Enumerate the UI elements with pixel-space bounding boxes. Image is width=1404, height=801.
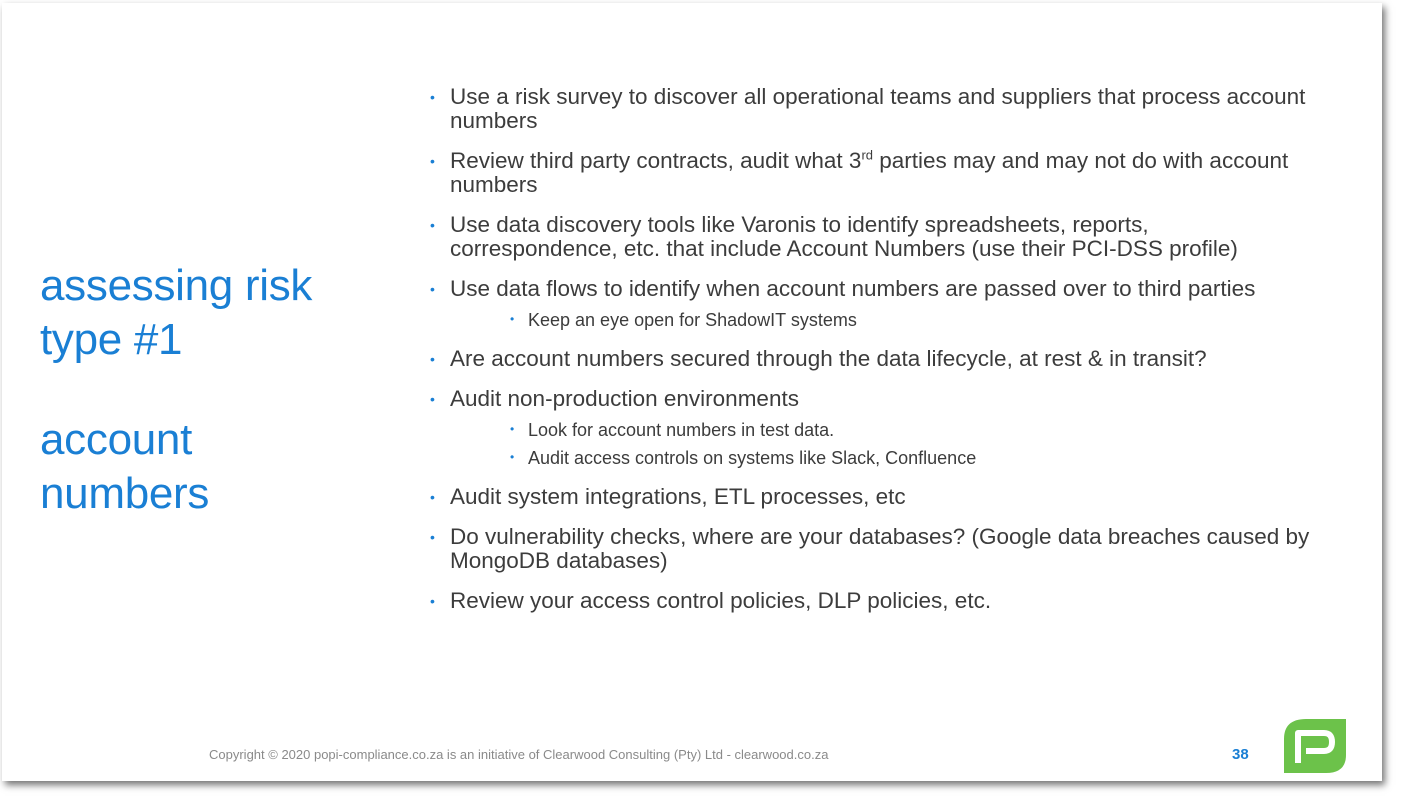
title-line-1: assessing risk <box>40 261 313 310</box>
bullet-superscript: rd <box>861 147 874 163</box>
clearwood-p-logo-icon <box>1280 715 1350 777</box>
bullet-item <box>428 149 1318 197</box>
bullet-dot-icon: • <box>430 89 435 105</box>
sub-bullet-text: Audit access controls on systems like Slack, Confluence <box>528 448 977 468</box>
bullet-item <box>428 85 1318 133</box>
sub-bullet-dot-icon: • <box>510 422 515 436</box>
page-number: 38 <box>1232 746 1249 763</box>
bullet-dot-icon: • <box>430 351 435 367</box>
bullet-text: Use data discovery tools like Varonis to identify spreadsheets, reports, correspondence, etc. that include Account Numbers (use their PCI-DSS profile) <box>450 212 1238 261</box>
bullet-text: Use data flows to identify when account numbers are passed over to third parties <box>450 276 1256 301</box>
bullet-text: Audit system integrations, ETL processes, etc <box>450 484 906 509</box>
bullet-item <box>428 213 1318 261</box>
bullet-item <box>428 347 1318 371</box>
sub-bullet-text: Look for account numbers in test data. <box>528 420 835 440</box>
bullet-item <box>428 485 1318 509</box>
sub-bullet-dot-icon: • <box>510 312 515 326</box>
bullet-list <box>428 85 1318 629</box>
bullet-dot-icon: • <box>430 153 435 169</box>
sub-bullet-item <box>508 309 1318 331</box>
bullet-item <box>428 387 1318 469</box>
bullet-dot-icon: • <box>430 529 435 545</box>
bullet-text: Review third party contracts, audit what 3 <box>450 148 862 173</box>
sub-bullet-item <box>508 447 1318 469</box>
title-gap <box>40 367 400 413</box>
bullet-text-continued: parties may and may not do with account numbers <box>450 148 1289 197</box>
title-line-2: type #1 <box>40 315 183 364</box>
sub-bullet-text: Keep an eye open for ShadowIT systems <box>528 310 857 330</box>
bullet-dot-icon: • <box>430 391 435 407</box>
sub-bullet-item <box>508 419 1318 441</box>
bullet-text: Are account numbers secured through the data lifecycle, at rest & in transit? <box>450 346 1207 371</box>
bullet-item <box>428 525 1318 573</box>
title-line-3: account <box>40 415 193 464</box>
bullet-dot-icon: • <box>430 217 435 233</box>
title-line-4: numbers <box>40 469 210 518</box>
bullet-item <box>428 589 1318 613</box>
logo-leaf-shape <box>1284 719 1346 773</box>
bullet-text: Review your access control policies, DLP policies, etc. <box>450 588 992 613</box>
slide <box>2 3 1382 781</box>
bullet-dot-icon: • <box>430 489 435 505</box>
bullet-dot-icon: • <box>430 593 435 609</box>
bullet-text: Use a risk survey to discover all operational teams and suppliers that process account numbers <box>450 84 1306 133</box>
sub-bullet-dot-icon: • <box>510 450 515 464</box>
bullet-text: Do vulnerability checks, where are your databases? (Google data breaches caused by MongoDB databases) <box>450 524 1310 573</box>
bullet-item <box>428 277 1318 331</box>
bullet-dot-icon: • <box>430 281 435 297</box>
slide-title <box>40 259 400 521</box>
bullet-text: Audit non-production environments <box>450 386 799 411</box>
footer-copyright: Copyright © 2020 popi-compliance.co.za is an initiative of Clearwood Consulting (Pty) Ltd - clearwood.co.za <box>209 747 829 762</box>
